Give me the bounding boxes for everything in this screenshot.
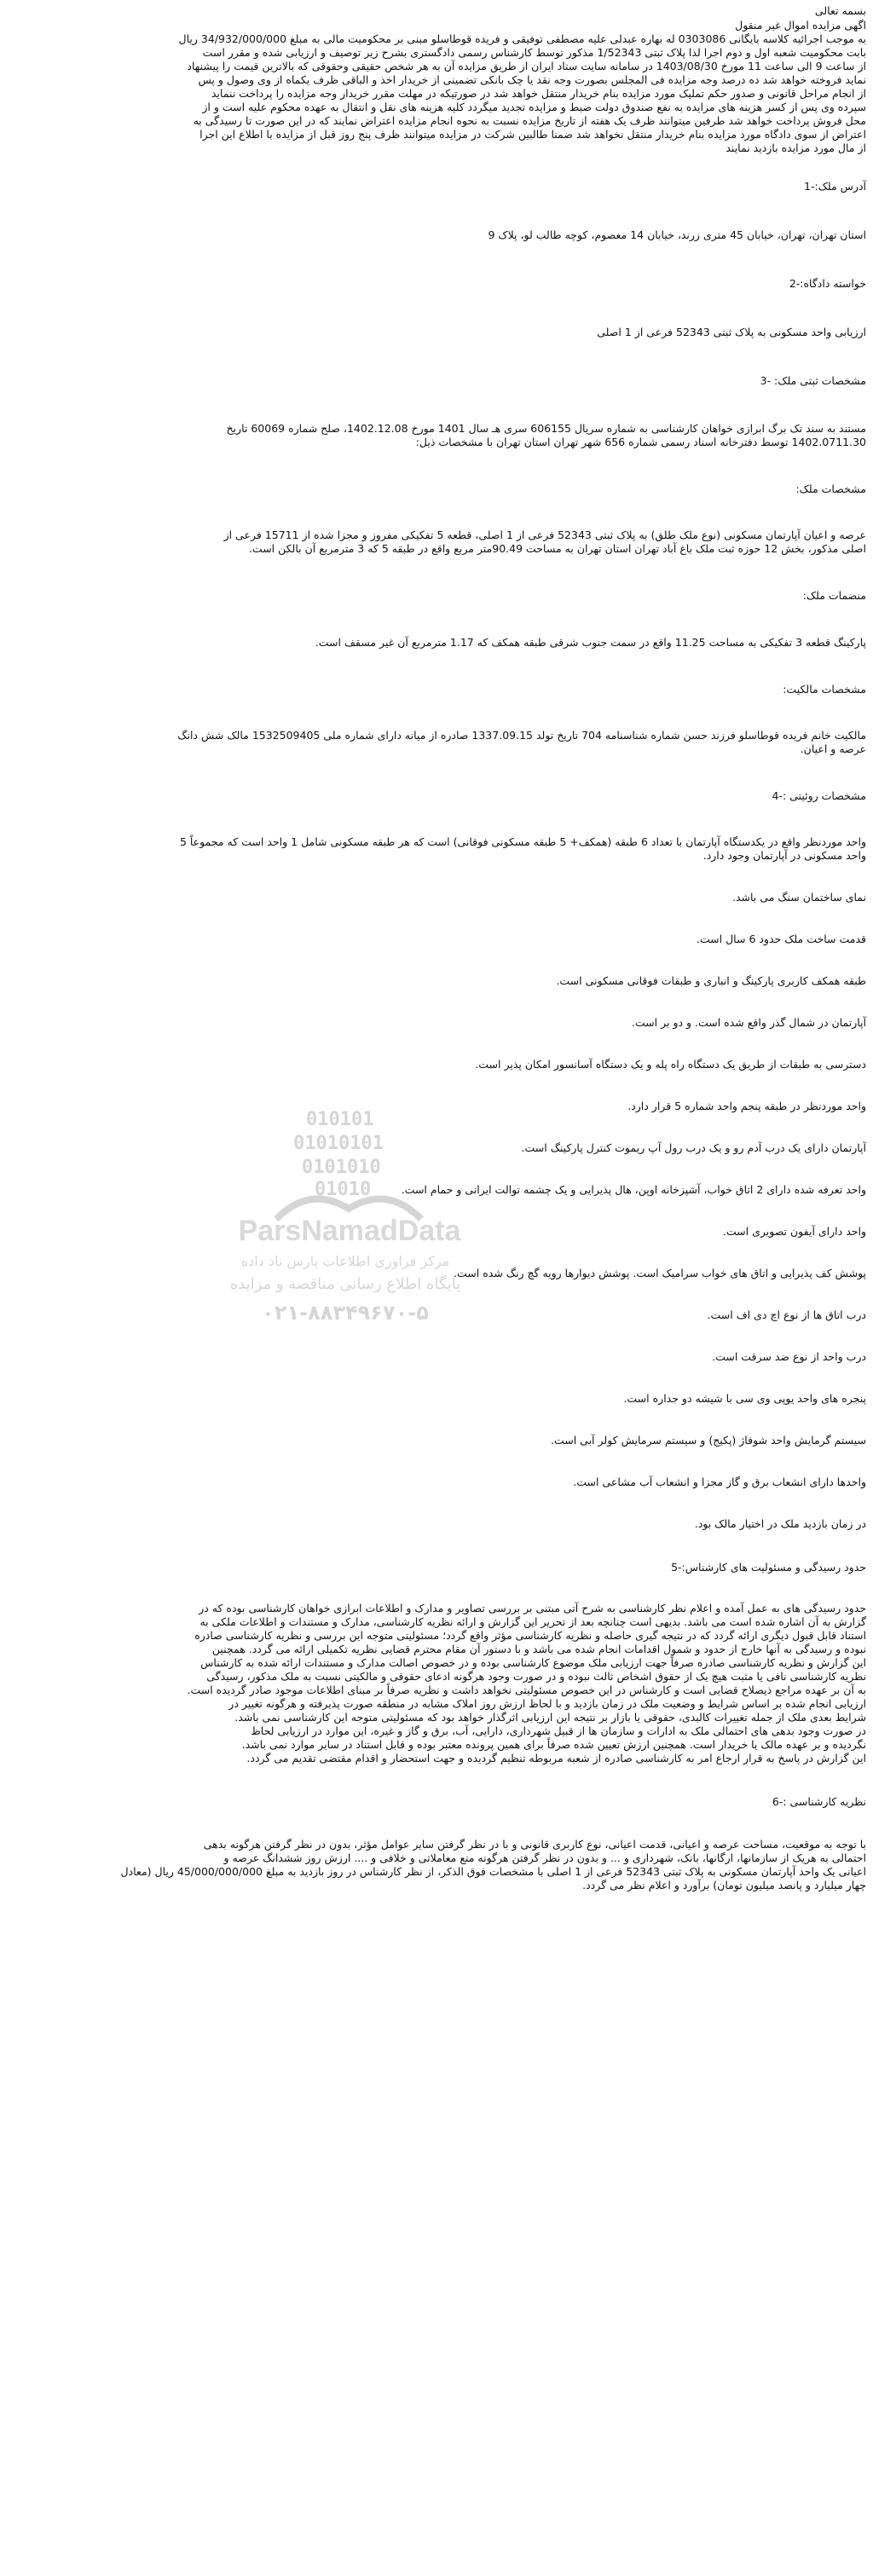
registry-line: 1402.0711.30 توسط دفترخانه اسناد رسمی شماره 656 شهر تهران استان تهران با مشخصات ذیل: [415, 436, 866, 448]
ownership-heading: مشخصات مالکیت: [783, 683, 866, 696]
auction-notice [7, 3, 866, 2576]
limits-line: ارزیابی انجام شده بر اساس شرایط و وضعیت ملک در زمان بازدید و با لحاظ ارزش روز املاک مشابه در منطقه صورت پذیرفته و هرگونه تغییر در [228, 1697, 866, 1710]
svg-text:0101010: 0101010 [302, 1157, 381, 1178]
notice-title: اگهی مزایده اموال غیر منقول [735, 19, 866, 32]
survey-item: نمای ساختمان سنگ می باشد. [731, 891, 866, 904]
limits-line: استناد قابل قبول دیگری ارائه گردد که در نتیجه گیری حاصله و نظریه کارشناسی مؤثر واقع گردد؛ مسئولیتی متوجه این بررسی و نظریه کارشناسی صادره [194, 1629, 866, 1642]
survey-item: واحد تعرفه شده دارای 2 اتاق خواب، آشپزخانه اوپن، هال پذیرایی و یک چشمه توالت ایرانی و حمام است. [401, 1183, 866, 1196]
survey-item: درب اتاق ها از نوع اچ دی اف است. [707, 1308, 866, 1321]
survey-item: درب واحد از نوع ضد سرقت است. [712, 1350, 866, 1363]
survey-item: طبقه همکف کاربری پارکینگ و انباری و طبقات فوقانی مسکونی است. [556, 974, 866, 987]
registry-line: مستند به سند تک برگ ابرازی خواهان کارشناسی به شماره سریال 606155 سری هـ سال 1401 مورخ 1402.12.08، صلح شماره 60069 تاریخ [226, 422, 866, 435]
intro-paragraph [7, 32, 866, 155]
limits-line: شرایط بعدی ملک از جمله تغییرات کالبدی، حقوقی یا بازار بر نتیجه این ارزیابی اثرگذار خواهد بود که مسئولیتی متوجه این کارشناسی نمی باشد. [234, 1711, 866, 1724]
address-heading: آدرس ملک:-1 [803, 180, 866, 193]
limits-line: نگردیده و بر عهده مالک یا خریدار است. همچنین ارزش تعیین شده صرفاً برای همین پرونده معتبر بوده و قابل استناد در سایر موارد نمی باشد. [241, 1738, 866, 1751]
opinion-paragraph [7, 1838, 866, 1892]
opinion-line: احتمالی به هریک از سازمانها، ارگانها، بانک، شهرداری و ... و بدون در نظر گرفتن هرگونه منع معاملاتی و خلافی و .... ارزش روز ششدانگ عرصه و [223, 1851, 866, 1864]
limits-line: نبوده و رسیدگی به آنها خارج از حدود و شمول اقدامات انجام شده می باشد و با دستور آن مقام محترم قضایی نظریه تکمیلی ارائه می گردد. همچنین [211, 1643, 866, 1655]
intro-line: از مال مورد مزایده بازدید نمایند [726, 142, 866, 154]
survey-line: واحد مسکونی در آپارتمان وجود دارد. [702, 849, 866, 862]
ownership-line: عرصه و اعیان. [800, 742, 866, 755]
property-specs-heading: مشخصات ملک: [795, 482, 866, 495]
limits-line: به آن بر عهده مراجع ذیصلاح قضایی است و کارشناس در این خصوص مسئولیتی نخواهد داشت و نظریه صرفاً بر مبنای اطلاعات موجود صادر گردیده است. [187, 1684, 866, 1696]
request-heading: خواسته دادگاه:-2 [789, 277, 866, 290]
survey-item [7, 835, 866, 863]
intro-line: بابت محکومیت شعبه اول و دوم اجرا لذا پلاک ثبتی 1/52343 مذکور توسط کارشناس رسمی دادگستری بشرح زیر توصیف و ارزیابی شده و مقرر است [202, 46, 866, 59]
intro-line: اعتراض از سوی دادگاه مورد مزایده بنام خریدار منتقل نخواهد شد ضمنا طالبین شرکت در مزایده میتوانند ظرف پنج روز قبل از مزایده با اطلاع این اجرا [199, 128, 866, 141]
limits-line: گزارش به آن اشاره شده است می باشد. بدیهی است چنانچه بعد از تحریر این گزارش و ارائه نظریه کارشناسی، مدارک و مستندات و اطلاعات ملکی به [199, 1615, 866, 1628]
watermark-phone: ۰۲۱-۸۸۳۴۹۶۷۰-۵ [262, 1301, 429, 1325]
survey-item: در زمان بازدید ملک در اختیار مالک بود. [694, 1517, 866, 1530]
survey-item: دسترسی به طبقات از طریق یک دستگاه راه پله و یک دستگاه آسانسور امکان پذیر است. [475, 1058, 866, 1071]
watermark-tagline-1: مرکز فراوری اطلاعات پارس ناد داده [240, 1253, 450, 1269]
survey-line: واحد موردنظر واقع در یکدستگاه آپارتمان با تعداد 6 طبقه (همکف+ 5 طبقه مسکونی فوقانی) است که هر طبقه مسکونی شامل 1 واحد است که مجموعاً 5 [179, 835, 866, 848]
opinion-heading: نظریه کارشناسی :-6 [772, 1795, 866, 1808]
opinion-line: با توجه به موقعیت، مساحت عرصه و اعیانی، قدمت اعیانی، نوع کاربری قانونی و با در نظر گرفتن سایر عوامل مؤثر، بدون در نظر گرفتن هرگونه بدهی [203, 1838, 866, 1851]
intro-line: به موجب اجرائیه کلاسه بایگانی 0303086 له بهاره عبدلی علیه مصطفی توفیقی و فریده قوطاسلو مبنی بر محکومیت مالی به مبلغ 34/932/000/000 ریال [178, 32, 866, 45]
svg-text:010101: 010101 [306, 1109, 374, 1130]
survey-item: سیستم گرمایش واحد شوفاژ (پکیج) و سیستم سرمایش کولر آبی است. [550, 1434, 866, 1447]
limits-line: نظریه کارشناسی نافی یا مثبت هیچ یک از حقوق اشخاص ثالث نبوده و در صورت وجود هرگونه ادعای حقوقی و مالکیتی نسبت به ملک مذکور، رسیدگی [206, 1670, 866, 1683]
opinion-line: اعیانی یک واحد آپارتمان مسکونی به پلاک ثبتی 52343 فرعی از 1 اصلی با مشخصات فوق الذکر، از نظر کارشناس در روز بازدید به مبلغ 45/000/000/000 ریال (معادل [120, 1865, 866, 1878]
limits-paragraph [7, 1602, 866, 1765]
appurtenances-heading: منضمات ملک: [802, 589, 866, 602]
survey-item: پوشش کف پذیرایی و اتاق های خواب سرامیک است. پوشش دیوارها رویه گچ رنگ شده است. [454, 1267, 866, 1279]
intro-line: از انجام مراحل قانونی و صدور حکم تملیک مورد مزایده بنام خریدار منتقل خواهد شد در صورتیکه در مهلت مقرر خریدار وجه مزایده را پرداخت ننماید [211, 87, 866, 100]
invocation: بسمه تعالی [814, 4, 866, 17]
opinion-line: چهار میلیارد و پانصد میلیون تومان) برآورد و اعلام نظر می گردد. [582, 1879, 866, 1892]
property-specs-line: اصلی مذکور، بخش 12 حوزه ثبت ملک باغ آباد تهران استان تهران به مساحت 90.49متر مربع واقع در طبقه 5 که 3 مترمربع آن بالکن است. [248, 542, 866, 555]
limits-line: در صورت وجود بدهی های احتمالی ملک به ادارات و سازمان ها از قبیل شهرداری، دارایی، آب، برق و گاز و غیره، این موارد در ارزیابی لحاظ [251, 1724, 866, 1737]
survey-item: آپارتمان دارای یک درب آدم رو و یک درب رول آپ ریموت کنترل پارکینگ است. [521, 1141, 866, 1154]
limits-heading: حدود رسیدگی و مسئولیت های کارشناس:-5 [671, 1561, 866, 1574]
watermark-brand: ParsNamadData [238, 1215, 461, 1247]
survey-item: واحد دارای آیفون تصویری است. [722, 1225, 866, 1238]
appurtenances-text: پارکینگ قطعه 3 تفکیکی به مساحت 11.25 واقع در سمت جنوب شرقی طبقه همکف که 1.17 مترمربع آن غیر مسقف است. [315, 636, 866, 649]
intro-line: نماید فروخته خواهد شد ده درصد وجه مزایده فی المجلس بصورت وجه نقد یا چک بانکی تضمینی از خریدار اخذ و الباقی ظرف یکماه از وی وصول و پس [198, 73, 866, 86]
survey-item: واحد موردنظر در طبقه پنجم واحد شماره 5 قرار دارد. [627, 1100, 866, 1112]
limits-line: این گزارش و نظریه کارشناسی صادره صرفاً جهت ارزیابی ملک موضوع کارشناسی بوده و در خصوص اصالت مدارک و مستندات ارائه شده به کارشناس [200, 1656, 866, 1669]
survey-item: آپارتمان در شمال گذر واقع شده است. و دو بر است. [631, 1016, 866, 1029]
limits-line: حدود رسیدگی های به عمل آمده و اعلام نظر کارشناسی به شرح آتی مبتنی بر بررسی تصاویر و مدارک و اطلاعات ابرازی خواهان کارشناسی بوده که در [199, 1602, 866, 1614]
watermark-tagline-2: پایگاه اطلاع رسانی مناقصه و مزایده [229, 1275, 461, 1293]
survey-item: پنجره های واحد یوپی وی سی با شیشه دو جداره است. [623, 1392, 866, 1405]
request-text: ارزیابی واحد مسکونی به پلاک ثبتی 52343 فرعی از 1 اصلی [597, 326, 866, 338]
survey-item: واحدها دارای انشعاب برق و گاز مجزا و انشعاب آب مشاعی است. [573, 1476, 866, 1488]
intro-line: سپرده وی پس از کسر هزینه های مزایده به نفع صندوق دولت ضبط و مزایده تجدید میگردد کلیه هزینه های نقل و انتقال به عهده محکوم علیه است و از [202, 101, 866, 113]
address-text: استان تهران، تهران، خیابان 45 متری زرند، خیابان 14 معصوم، کوچه طالب لو، پلاک 9 [488, 228, 866, 241]
ownership-line: مالکیت خانم فریده قوطاسلو فرزند حسن شماره شناسنامه 704 تاریخ تولد 1337.09.15 صادره از میانه دارای شماره ملی 1532509405 مالک شش دانگ [177, 729, 866, 742]
intro-line: محل فروش پرداخت خواهد شد طرفین میتوانند ظرف یک هفته از تاریخ مزایده نسبت به نحوه انجام مزایده اعتراض نمایند که در این صورت تا رسیدگی به [193, 114, 866, 127]
svg-text:01010: 01010 [315, 1179, 372, 1200]
intro-line: از ساعت 9 الی ساعت 11 مورخ 1403/08/30 در سامانه سایت ستاد ایران از طریق مزایده آن به هر شخص حقیقی وحقوقی که بالاترین قیمت را پیشنهاد [187, 60, 866, 72]
svg-text:01010101: 01010101 [293, 1133, 384, 1154]
survey-heading: مشخصات روئیتی :-4 [772, 789, 866, 802]
registry-heading: مشخصات ثبتی ملک: -3 [760, 374, 866, 387]
property-specs-line: عرصه و اعیان آپارتمان مسکونی (نوع ملک طلق) به پلاک ثبتی 52343 فرعی از 1 اصلی، قطعه 5 تفکیکی مفروز و مجزا شده از 15711 فرعی از [223, 528, 866, 541]
limits-line: این گزارش در پاسخ به قرار ارجاع امر به کارشناسی صادره از شعبه مربوطه تنظیم گردیده و جهت استحضار و اقدام مقتضی تقدیم می گردد. [246, 1752, 866, 1765]
survey-item: قدمت ساخت ملک حدود 6 سال است. [696, 933, 866, 945]
